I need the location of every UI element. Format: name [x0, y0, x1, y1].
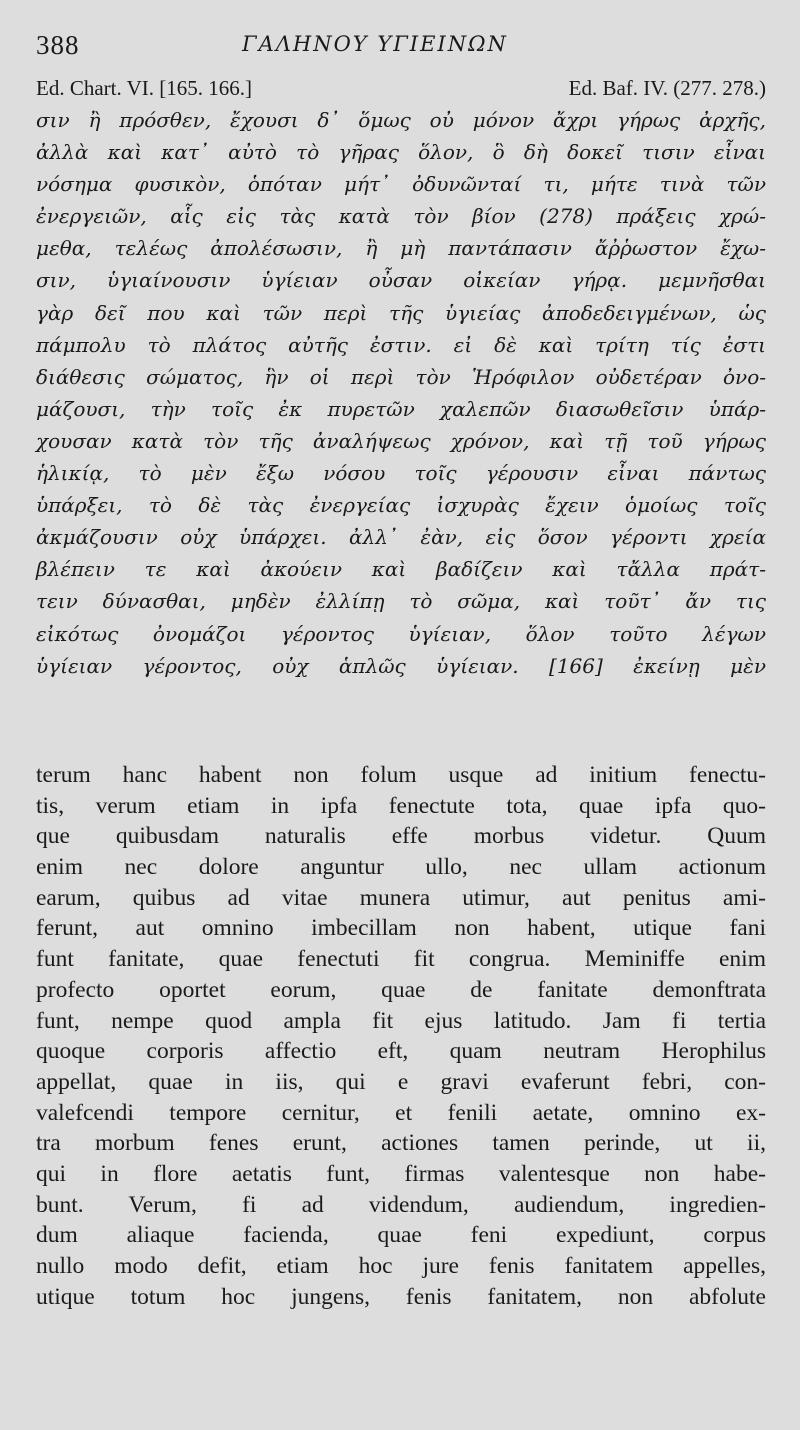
- greek-text-line: τειν δύνασθαι, μηδὲν ἐλλίπῃ τὸ σῶμα, καὶ τοῦτ᾿ ἄν τις: [36, 589, 766, 614]
- greek-text-line: ἀκμάζουσιν οὐχ ὑπάρχει. ἀλλ᾿ ἐὰν, εἰς ὅσον γέροντι χρεία: [36, 525, 766, 550]
- page-number: 388: [36, 30, 80, 60]
- greek-text-line: σιν, ὑγιαίνουσιν ὑγίειαν οὖσαν οἰκείαν γήρᾳ. μεμνῆσθαι: [36, 268, 766, 293]
- latin-text-line: funt, nempe quod ampla fit ejus latitudo. Jam fi tertia: [36, 1007, 766, 1034]
- greek-text-line: μάζουσι, τὴν τοῖς ἐκ πυρετῶν χαλεπῶν διασωθεῖσιν ὑπάρ-: [36, 396, 766, 421]
- greek-text-line: ἐνεργειῶν, αἷς εἰς τὰς κατὰ τὸν βίον (278) πράξεις χρώ-: [36, 204, 766, 229]
- latin-text-line: profecto oportet eorum, quae de fanitate demonftrata: [36, 976, 766, 1003]
- latin-text-line: tis, verum etiam in ipfa fenectute tota, quae ipfa quo-: [36, 792, 766, 819]
- latin-text-line: quoque corporis affectio eft, quam neutram Herophilus: [36, 1038, 766, 1065]
- running-title: ΓΑΛΗΝΟΥ ΥΓΙΕΙΝΩΝ: [242, 32, 508, 56]
- greek-text-line: ὑγίειαν γέροντος, οὐχ ἁπλῶς ὑγίειαν. [166] ἐκείνῃ μὲν: [36, 653, 766, 678]
- latin-text-line: utique totum hoc jungens, fenis fanitatem, non abfolute: [36, 1283, 766, 1310]
- edition-basel: Ed. Baf. IV. (277. 278.): [568, 76, 766, 100]
- latin-text-line: dum aliaque facienda, quae feni expediunt, corpus: [36, 1222, 766, 1249]
- greek-text-line: ὑπάρξει, τὸ δὲ τὰς ἐνεργείας ἰσχυρὰς ἔχειν ὁμοίως τοῖς: [36, 493, 766, 518]
- latin-text-line: nullo modo defit, etiam hoc jure fenis fanitatem appelles,: [36, 1253, 766, 1279]
- latin-text-line: ferunt, aut omnino imbecillam non habent, utique fani: [36, 915, 766, 942]
- greek-text-line: ἡλικίᾳ, τὸ μὲν ἔξω νόσου τοῖς γέρουσιν εἶναι πάντως: [36, 461, 766, 486]
- latin-text-block: [36, 760, 766, 1312]
- latin-text-line: enim nec dolore anguntur ullo, nec ullam actionum: [36, 854, 766, 881]
- greek-text-line: νόσημα φυσικὸν, ὁπόταν μήτ᾿ ὀδυνῶνταί τι, μήτε τινὰ τῶν: [36, 172, 766, 197]
- greek-text-line: χουσαν κατὰ τὸν τῆς ἀναλήψεως χρόνον, καὶ τῇ τοῦ γήρως: [36, 428, 766, 453]
- greek-text-line: διάθεσις σώματος, ἣν οἱ περὶ τὸν Ἡρόφιλον οὐδετέραν ὀνο-: [36, 364, 766, 389]
- greek-text-line: γὰρ δεῖ που καὶ τῶν περὶ τῆς ὑγιείας ἀποδεδειγμένων, ὡς: [36, 300, 766, 325]
- edition-references: [36, 76, 766, 102]
- greek-text-line: μεθα, τελέως ἀπολέσωσιν, ἢ μὴ παντάπασιν ἄῤῥωστον ἔχω-: [36, 236, 766, 261]
- greek-text-line: βλέπειν τε καὶ ἀκούειν καὶ βαδίζειν καὶ τἄλλα πράτ-: [36, 557, 766, 582]
- greek-text-line: πάμπολυ τὸ πλάτος αὐτῆς ἐστιν. εἰ δὲ καὶ τρίτη τίς ἐστι: [36, 332, 766, 357]
- latin-text-line: qui in flore aetatis funt, firmas valentesque non habe-: [36, 1160, 766, 1187]
- latin-text-line: terum hanc habent non folum usque ad initium fenectu-: [36, 762, 766, 788]
- latin-text-line: valefcendi tempore cernitur, et fenili aetate, omnino ex-: [36, 1099, 766, 1126]
- latin-text-line: earum, quibus ad vitae munera utimur, aut penitus ami-: [36, 884, 766, 911]
- greek-text-line: ἀλλὰ καὶ κατ᾿ αὐτὸ τὸ γῆρας ὅλον, ὃ δὴ δοκεῖ τισιν εἶναι: [36, 140, 766, 165]
- greek-text-line: εἰκότως ὀνομάζοι γέροντος ὑγίειαν, ὅλον τοῦτο λέγων: [36, 621, 766, 646]
- latin-text-line: appellat, quae in iis, qui e gravi evaferunt febri, con-: [36, 1068, 766, 1095]
- greek-text-block: [36, 104, 766, 682]
- latin-text-line: tra morbum fenes erunt, actiones tamen perinde, ut ii,: [36, 1130, 766, 1157]
- page-header: [36, 30, 766, 62]
- greek-text-line: σιν ἢ πρόσθεν, ἔχουσι δ᾿ ὅμως οὐ μόνον ἄχρι γήρως ἀρχῆς,: [36, 108, 766, 132]
- latin-text-line: funt fanitate, quae fenectuti fit congrua. Meminiffe enim: [36, 946, 766, 973]
- latin-text-line: bunt. Verum, fi ad videndum, audiendum, ingredien-: [36, 1191, 766, 1218]
- latin-text-line: que quibusdam naturalis effe morbus videtur. Quum: [36, 823, 766, 850]
- edition-chartier: Ed. Chart. VI. [165. 166.]: [36, 76, 252, 100]
